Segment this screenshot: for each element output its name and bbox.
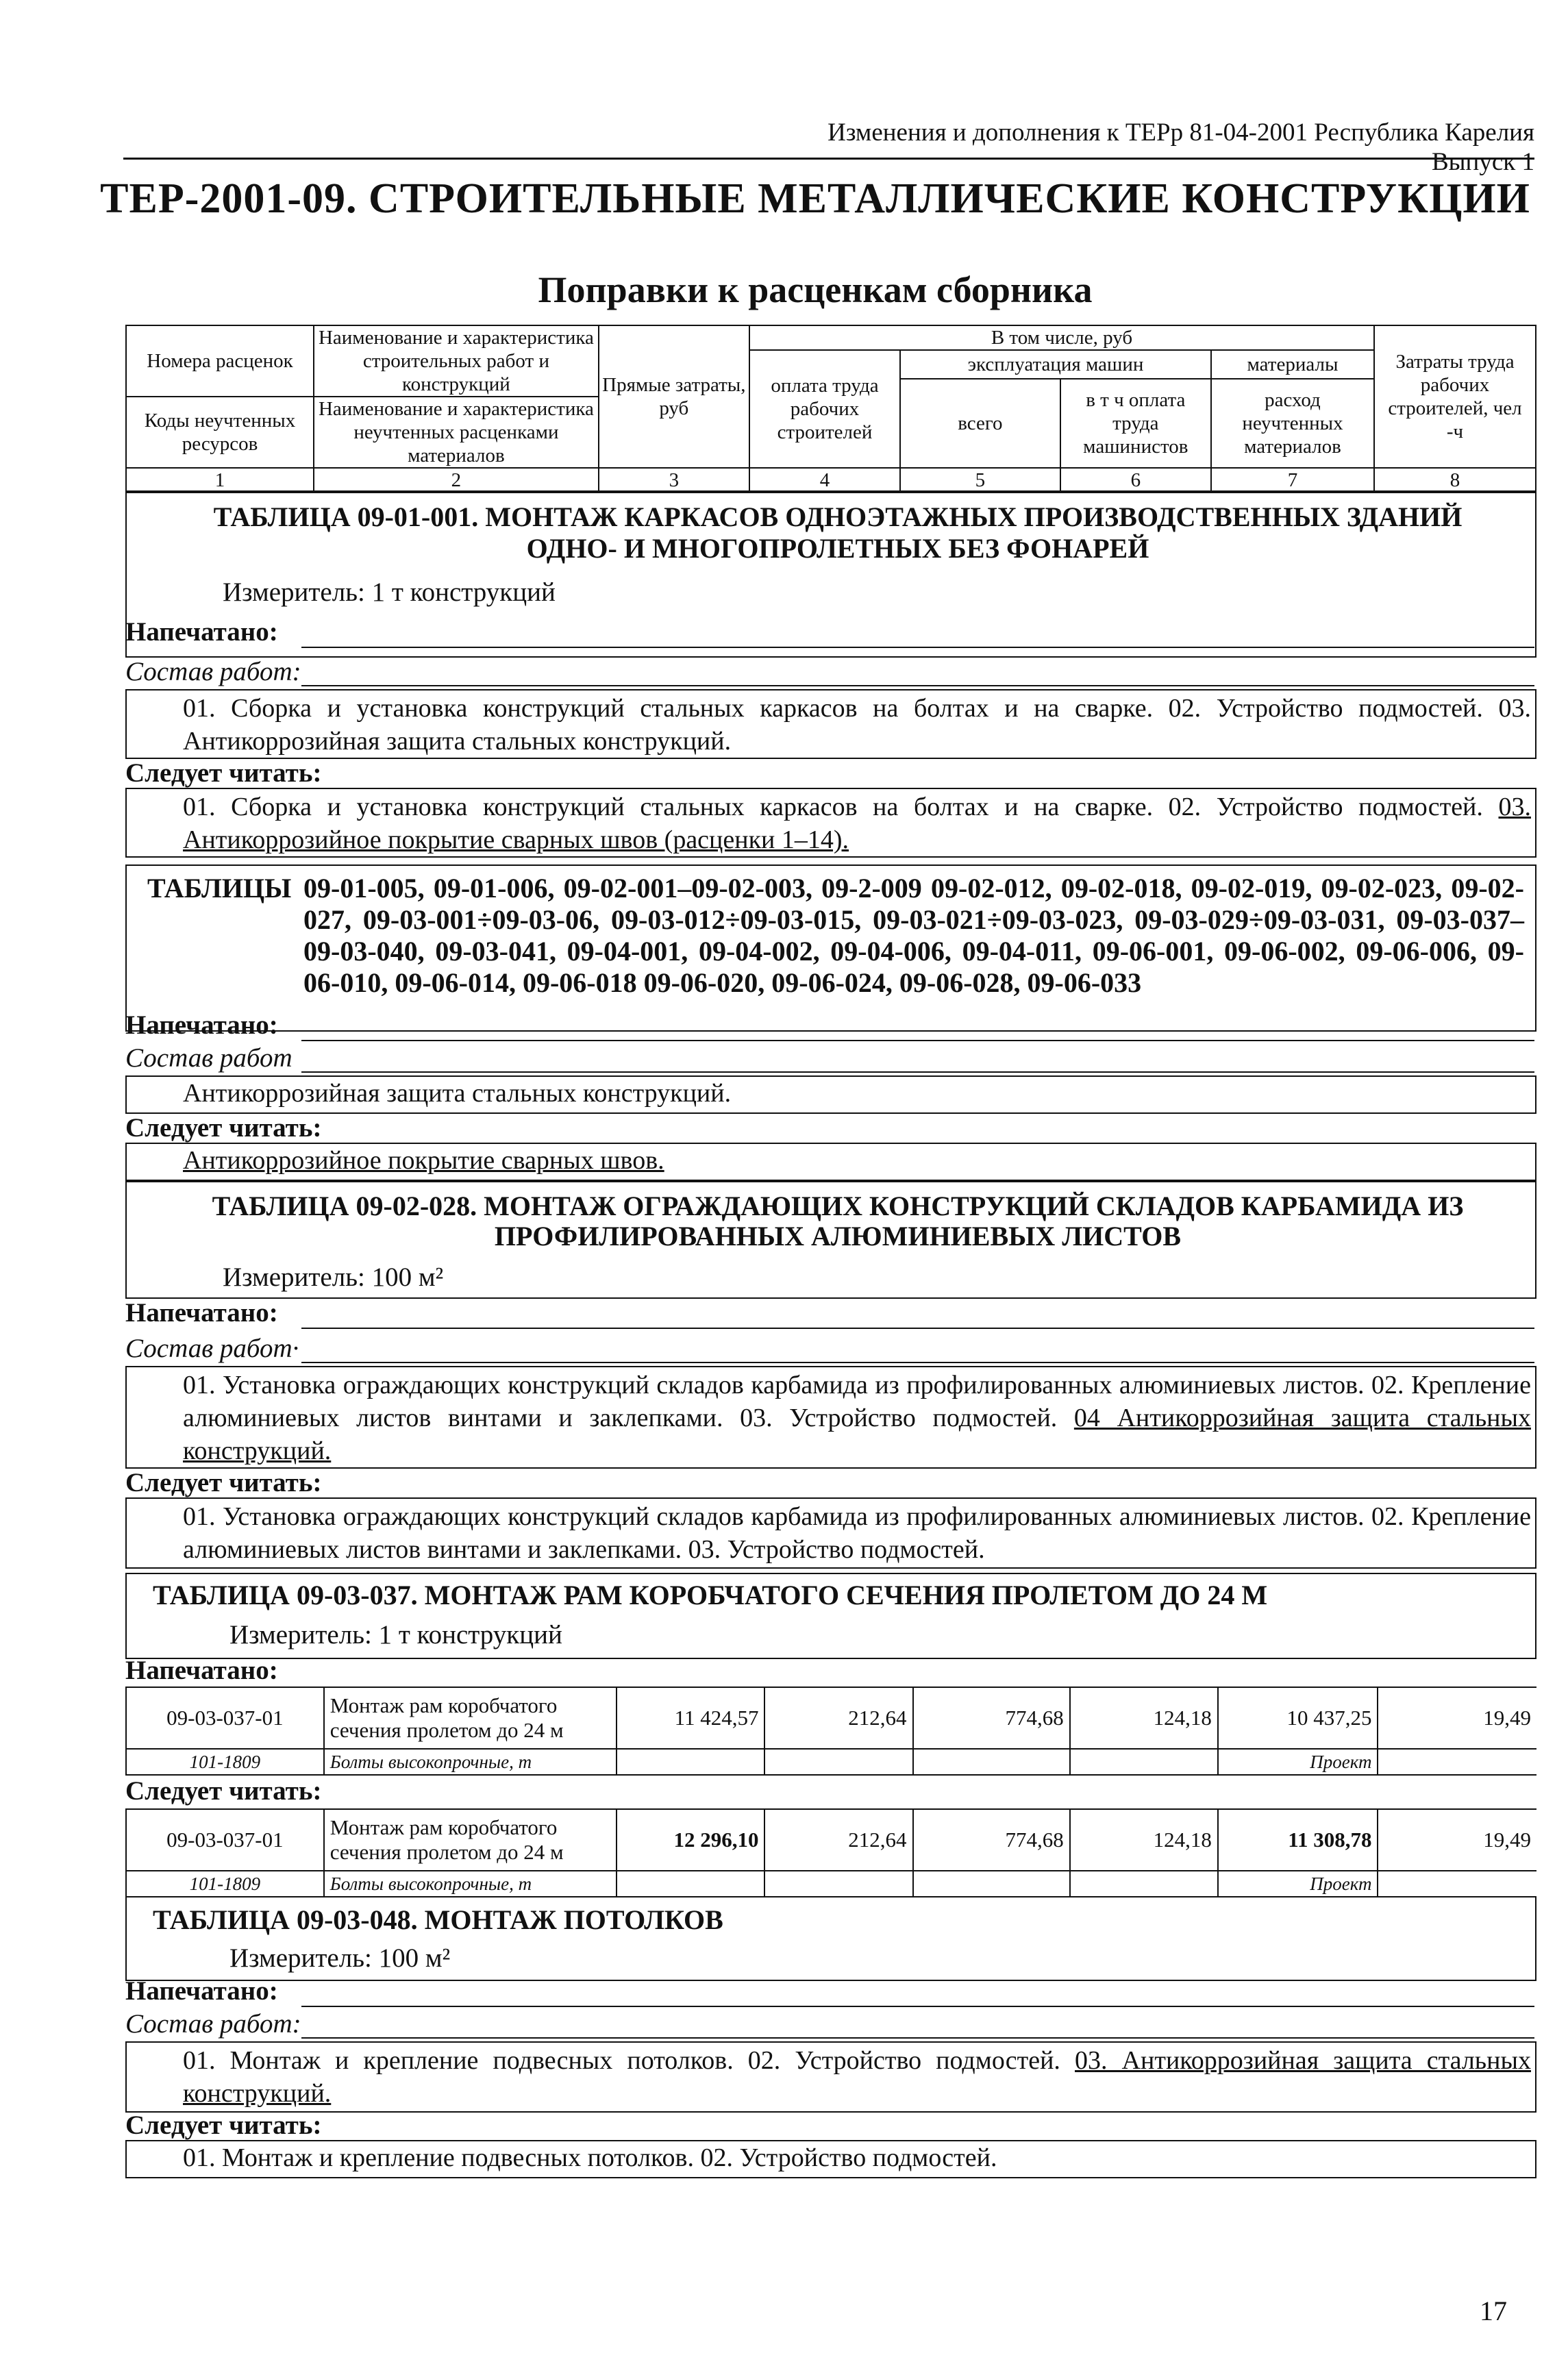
hdr-c1a: Номера расценок: [126, 325, 314, 397]
s5-printed-text-a: 01. Монтаж и крепление подвесных потолков. 02. Устройство подмостей.: [183, 2046, 1060, 2075]
s3-printed-text-b: 04 Антикоррозийная защита стальных конструкций.: [183, 1404, 1532, 1465]
s3-printed-label: Напечатано:: [125, 1298, 278, 1328]
s4p-direct: 11 424,57: [617, 1687, 764, 1749]
s4-title: ТАБЛИЦА 09-03-037. МОНТАЖ РАМ КОРОБЧАТОГО СЕЧЕНИЯ ПРОЛЕТОМ ДО 24 М: [153, 1580, 1268, 1610]
s2-title-box: [125, 864, 1536, 1032]
column-header-table: [125, 325, 1536, 493]
s4r-materials: 11 308,78: [1218, 1809, 1378, 1871]
s4r-name: Монтаж рам коробчатого сечения пролетом до 24 м: [324, 1809, 617, 1871]
s1-read-text-a: 01. Сборка и установка конструкций стальных каркасов на болтах и на сварке. 02. Устройство подмостей.: [183, 793, 1483, 821]
rule: [301, 1040, 1534, 1041]
hdr-c1b: Коды неучтенных ресурсов: [126, 397, 314, 468]
empty-cell: [913, 1749, 1070, 1775]
hdr-c7: расход неучтенных материалов: [1211, 379, 1374, 468]
empty-cell: [1070, 1749, 1218, 1775]
s3-title-box: [125, 1181, 1536, 1299]
hdr-machines: эксплуатация машин: [900, 350, 1211, 379]
s1-read-text-b: 03. Антикоррозийное покрытие сварных швов (расценки 1–14).: [183, 793, 1531, 854]
s2-lead: ТАБЛИЦЫ: [147, 873, 292, 904]
s1-read-label: Следует читать:: [125, 758, 322, 788]
hdr-c2b: Наименование и характеристика неучтенных расценками материалов: [314, 397, 599, 468]
s5-composition-label: Состав работ:: [125, 2009, 301, 2039]
s4-title-box: [125, 1573, 1536, 1659]
page-subtitle: Поправки к расценкам сборника: [538, 269, 1093, 310]
s4r-mach-pay: 124,18: [1070, 1809, 1218, 1871]
s4r-res-code: 101-1809: [126, 1871, 324, 1897]
empty-cell: [764, 1871, 912, 1897]
s2-composition-label: Состав работ: [125, 1043, 293, 1073]
s5-title: ТАБЛИЦА 09-03-048. МОНТАЖ ПОТОЛКОВ: [153, 1904, 723, 1935]
hdr-num-3: 3: [599, 468, 749, 493]
s2-list: 09-01-005, 09-01-006, 09-02-001–09-02-003, 09-2-009 09-02-012, 09-02-018, 09-02-019, 09-02-023, 09-02-027, 09-03-001÷09-03-06, 09-03-012÷09-03-015, 09-03-021÷09-03-023, 09-03-029÷09-03-031, 09-03-037–09-03-040, 09-03-041, 09-04-001, 09-04-002, 09-04-006, 09-04-011, 09-06-001, 09-06-002, 09-06-006, 09-06-010, 09-06-014, 09-06-018 09-06-020, 09-06-024, 09-06-028, 09-06-033: [303, 873, 1524, 998]
s1-title-line2: ОДНО- И МНОГОПРОЛЕТНЫХ БЕЗ ФОНАРЕЙ: [526, 533, 1149, 564]
rule: [301, 685, 1534, 686]
s4-read-table: [125, 1808, 1536, 1897]
hdr-num-2: 2: [314, 468, 599, 493]
s1-title-line1: ТАБЛИЦА 09-01-001. МОНТАЖ КАРКАСОВ ОДНОЭТАЖНЫХ ПРОИЗВОДСТВЕННЫХ ЗДАНИЙ: [213, 501, 1463, 532]
s1-printed-box: 01. Сборка и установка конструкций стальных каркасов на болтах и на сварке. 02. Устройство подмостей. 03. Антикоррозийная защита стальных конструкций.: [125, 689, 1536, 759]
hdr-materials: материалы: [1211, 350, 1374, 379]
s4p-res-value: Проект: [1218, 1749, 1378, 1775]
s3-composition-label: Состав работ·: [125, 1334, 299, 1363]
s2-printed-box: Антикоррозийная защита стальных конструкций.: [125, 1075, 1536, 1114]
hdr-c5: всего: [900, 379, 1060, 468]
s5-read-box: 01. Монтаж и крепление подвесных потолков. 02. Устройство подмостей.: [125, 2140, 1536, 2178]
page-title: ТЕР-2001-09. СТРОИТЕЛЬНЫЕ МЕТАЛЛИЧЕСКИЕ КОНСТРУКЦИИ: [100, 175, 1530, 222]
s4-printed-table: [125, 1687, 1536, 1776]
hdr-incl: В том числе, руб: [749, 325, 1374, 350]
s5-measure: Измеритель: 100 м²: [229, 1943, 451, 1973]
rule: [301, 2037, 1534, 2039]
hdr-c3: Прямые затраты, руб: [599, 325, 749, 468]
s1-composition-label: Состав работ:: [125, 657, 301, 686]
s4-printed-label: Напечатано:: [125, 1656, 278, 1685]
s4r-res-value: Проект: [1218, 1871, 1378, 1897]
hdr-c4: оплата труда рабочих строителей: [749, 350, 900, 468]
hdr-num-5: 5: [900, 468, 1060, 493]
s3-printed-text-a: 01. Установка ограждающих конструкций складов карбамида из профилированных алюминиевых листов. 02. Крепление алюминиевых листов винтами и заклепками. 03. Устройство подмостей.: [183, 1371, 1531, 1432]
s3-read-label: Следует читать:: [125, 1468, 322, 1497]
s4-measure: Измеритель: 1 т конструкций: [229, 1620, 562, 1650]
s4p-mach-pay: 124,18: [1070, 1687, 1218, 1749]
s2-printed-label: Напечатано:: [125, 1010, 278, 1040]
empty-cell: [1378, 1749, 1536, 1775]
hdr-c2a: Наименование и характеристика строительных работ и конструкций: [314, 325, 599, 397]
s4p-res-code: 101-1809: [126, 1749, 324, 1775]
empty-cell: [1070, 1871, 1218, 1897]
s2-read-box: [125, 1143, 1536, 1181]
s3-measure: Измеритель: 100 м²: [223, 1262, 444, 1292]
s5-title-box: [125, 1896, 1536, 1981]
s1-read-box: [125, 788, 1536, 858]
s4p-mach-total: 774,68: [913, 1687, 1070, 1749]
empty-cell: [617, 1871, 764, 1897]
hdr-num-7: 7: [1211, 468, 1374, 493]
header-rule: [123, 158, 1534, 160]
hdr-num-4: 4: [749, 468, 900, 493]
s2-read-text: Антикоррозийное покрытие сварных швов.: [183, 1146, 664, 1175]
page-number: 17: [1480, 2295, 1507, 2326]
s3-title-line1: ТАБЛИЦА 09-02-028. МОНТАЖ ОГРАЖДАЮЩИХ КОНСТРУКЦИЙ СКЛАДОВ КАРБАМИДА ИЗ: [212, 1191, 1464, 1221]
s5-printed-label: Напечатано:: [125, 1976, 278, 2006]
s4p-labor-pay: 212,64: [764, 1687, 912, 1749]
s4r-mach-total: 774,68: [913, 1809, 1070, 1871]
s3-title-line2: ПРОФИЛИРОВАННЫХ АЛЮМИНИЕВЫХ ЛИСТОВ: [494, 1221, 1182, 1252]
s4r-code: 09-03-037-01: [126, 1809, 324, 1871]
s4-read-label: Следует читать:: [125, 1776, 322, 1806]
s4p-res-name: Болты высокопрочные, т: [324, 1749, 617, 1775]
hdr-c6: в т ч оплата труда машинистов: [1060, 379, 1211, 468]
s4r-res-name: Болты высокопрочные, т: [324, 1871, 617, 1897]
s4p-name: Монтаж рам коробчатого сечения пролетом до 24 м: [324, 1687, 617, 1749]
s4r-labor-hours: 19,49: [1378, 1809, 1536, 1871]
s1-title-box: [125, 490, 1536, 658]
s1-measure: Измеритель: 1 т конструкций: [223, 577, 556, 607]
empty-cell: [913, 1871, 1070, 1897]
rule: [301, 1328, 1534, 1329]
rule: [301, 1071, 1534, 1073]
s2-read-label: Следует читать:: [125, 1113, 322, 1143]
rule: [301, 1362, 1534, 1363]
s1-printed-label: Напечатано:: [125, 617, 278, 647]
hdr-num-6: 6: [1060, 468, 1211, 493]
s3-printed-box: [125, 1366, 1536, 1469]
rule: [301, 2006, 1534, 2007]
s4r-direct: 12 296,10: [617, 1809, 764, 1871]
running-header: Изменения и дополнения к ТЕРр 81-04-2001 Республика Карелия Выпуск 1: [827, 119, 1534, 176]
s4p-code: 09-03-037-01: [126, 1687, 324, 1749]
rule: [301, 647, 1534, 648]
hdr-c8: Затраты труда рабочих строителей, чел -ч: [1374, 325, 1536, 468]
hdr-num-8: 8: [1374, 468, 1536, 493]
s5-printed-box: [125, 2041, 1536, 2113]
s4p-labor-hours: 19,49: [1378, 1687, 1536, 1749]
empty-cell: [1378, 1871, 1536, 1897]
s3-read-box: 01. Установка ограждающих конструкций складов карбамида из профилированных алюминиевых листов. 02. Крепление алюминиевых листов винтами и заклепками. 03. Устройство подмостей.: [125, 1497, 1536, 1569]
empty-cell: [764, 1749, 912, 1775]
s5-printed-text-b: 03. Антикоррозийная защита стальных конструкций.: [183, 2046, 1531, 2108]
empty-cell: [617, 1749, 764, 1775]
hdr-num-1: 1: [126, 468, 314, 493]
s4p-materials: 10 437,25: [1218, 1687, 1378, 1749]
s4r-labor-pay: 212,64: [764, 1809, 912, 1871]
s5-read-label: Следует читать:: [125, 2111, 322, 2140]
